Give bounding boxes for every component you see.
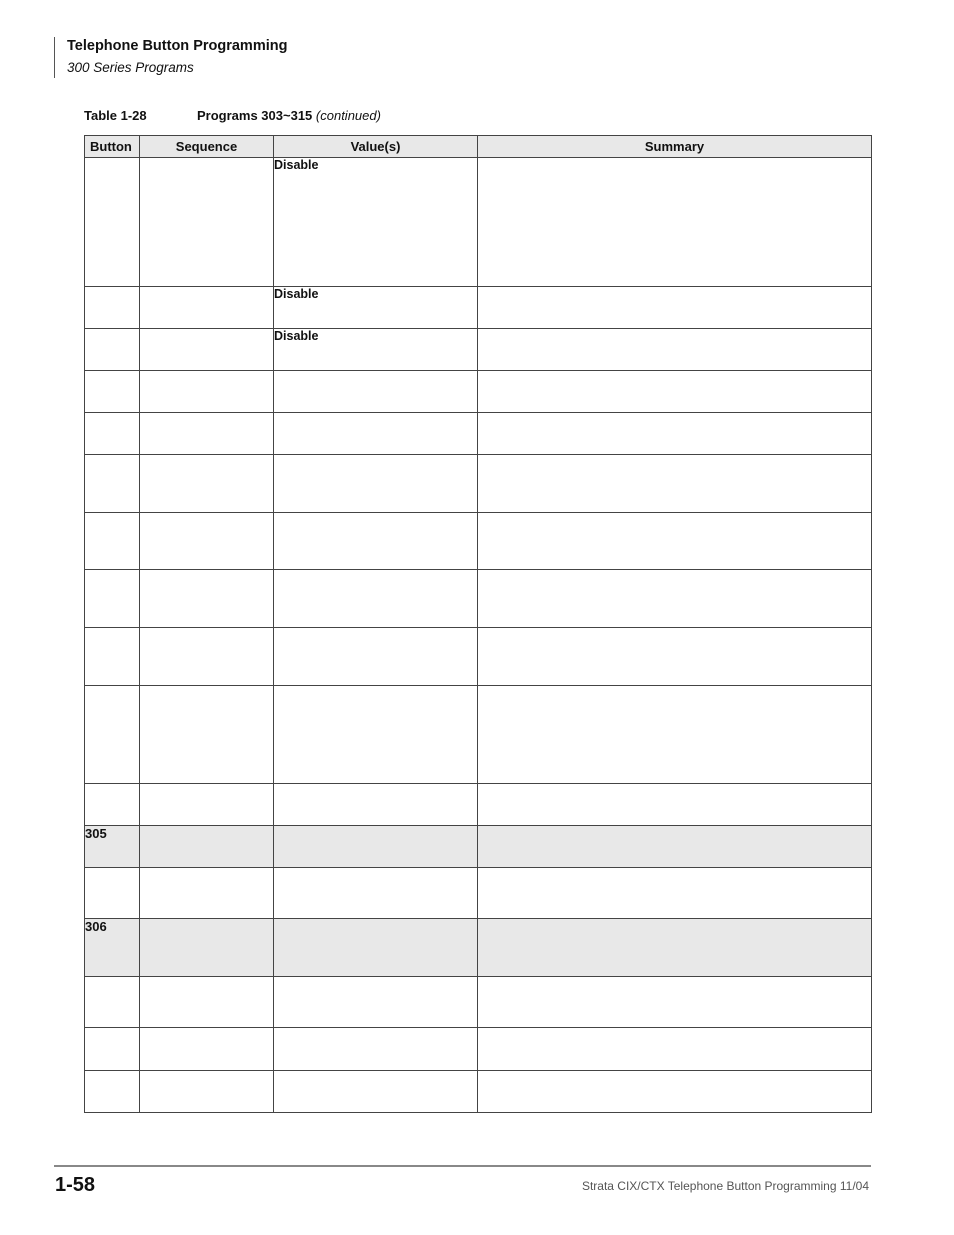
sequence-cell (140, 329, 274, 371)
summary-cell (478, 287, 872, 329)
column-header-button: Button (85, 136, 140, 158)
sequence-cell (140, 1071, 274, 1113)
button-cell (85, 287, 140, 329)
table-row (85, 1071, 872, 1113)
sequence-cell (140, 570, 274, 628)
sequence-cell (140, 977, 274, 1028)
value-cell: Disable (274, 158, 478, 287)
value-cell (274, 628, 478, 686)
summary-cell (478, 784, 872, 826)
table-row (85, 570, 872, 628)
button-cell (85, 413, 140, 455)
value-cell (274, 784, 478, 826)
programs-table (84, 135, 872, 1113)
summary-cell (478, 158, 872, 287)
footer-rule (54, 1165, 871, 1167)
button-cell (85, 784, 140, 826)
value-cell: Disable (274, 329, 478, 371)
button-cell (85, 329, 140, 371)
table-row (85, 371, 872, 413)
table-row (85, 329, 872, 371)
summary-cell (478, 1071, 872, 1113)
summary-cell (478, 1028, 872, 1071)
table-number: Table 1-28 (84, 108, 147, 123)
value-cell (274, 371, 478, 413)
summary-cell (478, 455, 872, 513)
summary-cell (478, 329, 872, 371)
table-caption (84, 108, 381, 123)
table-row-program-306 (85, 919, 872, 977)
sequence-cell (140, 919, 274, 977)
sequence-cell (140, 513, 274, 570)
table-row (85, 628, 872, 686)
button-cell (85, 371, 140, 413)
sequence-cell (140, 158, 274, 287)
value-cell (274, 1071, 478, 1113)
summary-cell (478, 371, 872, 413)
button-cell (85, 977, 140, 1028)
value-cell (274, 513, 478, 570)
button-cell (85, 1071, 140, 1113)
button-cell: 305 (85, 826, 140, 868)
summary-cell (478, 513, 872, 570)
table-name: Programs 303~315 (197, 108, 313, 123)
sequence-cell (140, 784, 274, 826)
header-rule (54, 37, 55, 78)
column-header-values: Value(s) (274, 136, 478, 158)
table-row (85, 784, 872, 826)
value-cell (274, 868, 478, 919)
table-row (85, 868, 872, 919)
sequence-cell (140, 1028, 274, 1071)
sequence-cell (140, 686, 274, 784)
value-cell (274, 826, 478, 868)
sequence-cell (140, 413, 274, 455)
summary-cell (478, 919, 872, 977)
button-cell (85, 1028, 140, 1071)
value-cell (274, 413, 478, 455)
summary-cell (478, 868, 872, 919)
table-row (85, 287, 872, 329)
value-cell (274, 919, 478, 977)
sequence-cell (140, 628, 274, 686)
summary-cell (478, 570, 872, 628)
button-cell: 306 (85, 919, 140, 977)
button-cell (85, 628, 140, 686)
table-continued: (continued) (315, 108, 381, 123)
button-cell (85, 868, 140, 919)
button-cell (85, 158, 140, 287)
sequence-cell (140, 826, 274, 868)
sequence-cell (140, 455, 274, 513)
sequence-cell (140, 287, 274, 329)
value-cell (274, 455, 478, 513)
button-cell (85, 455, 140, 513)
button-cell (85, 686, 140, 784)
footer-text: Strata CIX/CTX Telephone Button Programming 11/04 (581, 1179, 869, 1193)
value-cell (274, 977, 478, 1028)
page-number: 1-58 (55, 1174, 96, 1196)
summary-cell (478, 413, 872, 455)
chapter-title: Telephone Button Programming (67, 38, 288, 54)
table-row (85, 686, 872, 784)
section-subtitle: 300 Series Programs (67, 60, 194, 75)
value-cell (274, 686, 478, 784)
column-header-summary: Summary (478, 136, 872, 158)
sequence-cell (140, 371, 274, 413)
column-header-sequence: Sequence (140, 136, 274, 158)
sequence-cell (140, 868, 274, 919)
button-cell (85, 513, 140, 570)
table-row (85, 413, 872, 455)
table-header-row (85, 136, 872, 158)
table-row (85, 977, 872, 1028)
table-row (85, 455, 872, 513)
summary-cell (478, 686, 872, 784)
summary-cell (478, 826, 872, 868)
summary-cell (478, 977, 872, 1028)
value-cell (274, 570, 478, 628)
table-row-program-305 (85, 826, 872, 868)
value-cell (274, 1028, 478, 1071)
button-cell (85, 570, 140, 628)
summary-cell (478, 628, 872, 686)
table-row (85, 513, 872, 570)
value-cell: Disable (274, 287, 478, 329)
table-row (85, 1028, 872, 1071)
table-row (85, 158, 872, 287)
